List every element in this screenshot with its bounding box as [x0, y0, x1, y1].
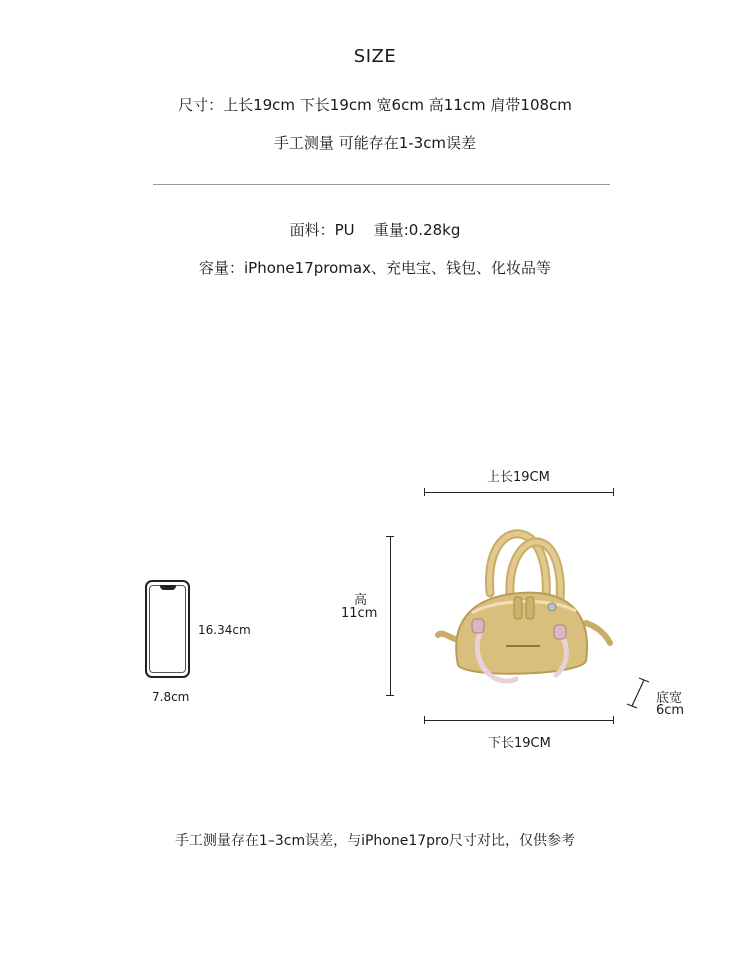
- top-length-label: 上长19CM: [487, 470, 550, 485]
- handbag-image: [420, 515, 620, 695]
- phone-height-label: 16.34cm: [198, 623, 251, 637]
- top-length-tick-left: [424, 488, 425, 496]
- depth-label-top: 底宽: [656, 691, 683, 706]
- phone-screen: [149, 585, 186, 673]
- height-label-bottom: 11cm: [341, 606, 378, 621]
- height-line: [390, 536, 391, 696]
- top-length-tick-right: [613, 488, 614, 496]
- bottom-length-tick-left: [424, 716, 425, 724]
- phone-notch: [160, 585, 176, 590]
- divider: [153, 184, 610, 185]
- dimensions-text: 尺寸：上长19cm 下长19cm 宽6cm 高11cm 肩带108cm: [178, 96, 572, 114]
- capacity-text: 容量：iPhone17promax、充电宝、钱包、化妆品等: [199, 259, 551, 277]
- depth-label-bottom: 6cm: [656, 703, 685, 718]
- bottom-length-line: [424, 720, 614, 721]
- depth-measure-icon: [624, 674, 654, 714]
- top-length-line: [424, 492, 614, 493]
- phone-width-label: 7.8cm: [152, 690, 190, 704]
- size-title: SIZE: [353, 46, 397, 67]
- bottom-length-tick-right: [613, 716, 614, 724]
- phone-outline-icon: [145, 580, 190, 678]
- measurement-note: 手工测量 可能存在1-3cm误差: [273, 134, 477, 152]
- material-weight-text: 面料：PU 重量:0.28kg: [289, 221, 461, 239]
- height-tick-bottom: [386, 695, 394, 696]
- height-label-top: 高: [354, 593, 368, 608]
- footer-note: 手工测量存在1–3cm误差，与iPhone17pro尺寸对比，仅供参考: [174, 833, 576, 849]
- bottom-length-label: 下长19CM: [488, 736, 551, 751]
- height-tick-top: [386, 536, 394, 537]
